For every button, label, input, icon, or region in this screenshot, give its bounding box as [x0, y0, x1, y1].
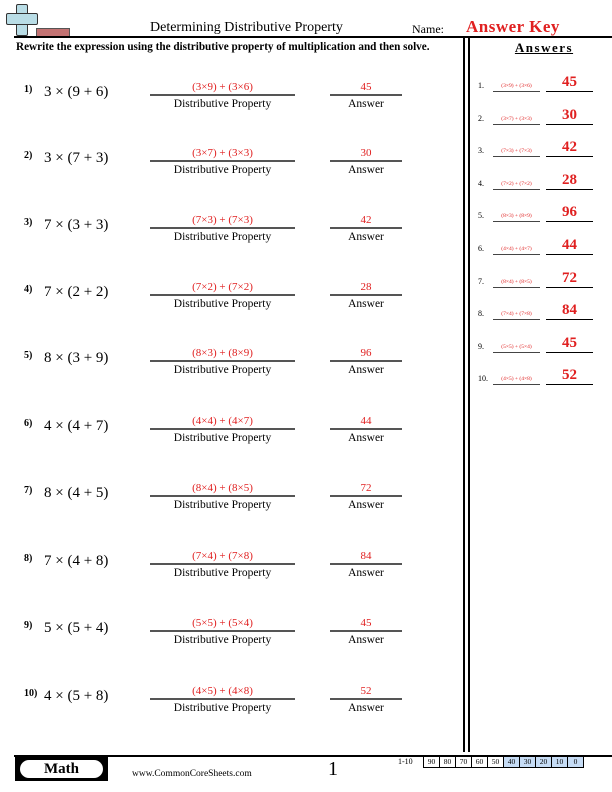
score-cell: 40	[503, 756, 520, 768]
key-distributive: (7×3) + (7×3)	[493, 147, 540, 157]
distributive-label: Distributive Property	[173, 364, 272, 376]
problem-expression: 8 × (4 + 5)	[44, 485, 109, 501]
problem-number: 6)	[24, 418, 33, 429]
distributive-field[interactable]	[150, 414, 295, 444]
distributive-field[interactable]	[150, 616, 295, 646]
distributive-field[interactable]	[150, 80, 295, 110]
key-number: 4.	[478, 178, 484, 188]
problem-row	[0, 617, 460, 660]
score-cell: 10	[551, 756, 568, 768]
answer-field[interactable]	[330, 549, 402, 579]
answer-label: Answer	[348, 432, 384, 444]
problem-number: 5)	[24, 350, 33, 361]
key-answer: 28	[546, 171, 593, 190]
key-answer: 45	[546, 334, 593, 353]
key-distributive: (7×2) + (7×2)	[493, 180, 540, 190]
score-cell: 60	[471, 756, 488, 768]
distributive-label: Distributive Property	[173, 231, 272, 243]
score-cell: 80	[439, 756, 456, 768]
problem-expression: 3 × (9 + 6)	[44, 84, 109, 100]
answer-value: 30	[330, 146, 402, 162]
score-cell: 30	[519, 756, 536, 768]
distributive-value: (7×4) + (7×8)	[150, 549, 295, 565]
distributive-value: (3×9) + (3×6)	[150, 80, 295, 96]
key-answer: 30	[546, 106, 593, 125]
key-number: 8.	[478, 309, 484, 319]
answer-label: Answer	[348, 567, 384, 579]
key-answer: 45	[546, 73, 593, 92]
score-cell: 0	[567, 756, 584, 768]
problem-row	[0, 147, 460, 190]
key-distributive: (8×3) + (8×9)	[493, 212, 540, 222]
distributive-label: Distributive Property	[173, 499, 272, 511]
answer-label: Answer	[348, 634, 384, 646]
key-number: 10.	[478, 374, 488, 384]
problem-row	[0, 685, 460, 728]
distributive-field[interactable]	[150, 684, 295, 714]
problem-number: 4)	[24, 284, 33, 295]
answer-key-row	[478, 170, 608, 190]
answer-key-row	[478, 137, 608, 157]
distributive-label: Distributive Property	[173, 298, 272, 310]
distributive-value: (3×7) + (3×3)	[150, 146, 295, 162]
distributive-value: (5×5) + (5×4)	[150, 616, 295, 632]
distributive-value: (7×3) + (7×3)	[150, 213, 295, 229]
answer-label: Answer	[348, 164, 384, 176]
answer-key-row	[478, 72, 608, 92]
problem-expression: 4 × (4 + 7)	[44, 418, 109, 434]
score-range-label: 1-10	[398, 757, 413, 766]
key-number: 2.	[478, 113, 484, 123]
key-distributive: (7×4) + (7×8)	[493, 310, 540, 320]
answer-field[interactable]	[330, 346, 402, 376]
answer-value: 96	[330, 346, 402, 362]
distributive-field[interactable]	[150, 549, 295, 579]
distributive-label: Distributive Property	[173, 567, 272, 579]
key-answer: 84	[546, 301, 593, 320]
distributive-field[interactable]	[150, 146, 295, 176]
problem-expression: 5 × (5 + 4)	[44, 620, 109, 636]
key-number: 6.	[478, 244, 484, 253]
score-cell: 90	[423, 756, 440, 768]
answer-field[interactable]	[330, 684, 402, 714]
answer-value: 84	[330, 549, 402, 565]
answer-field[interactable]	[330, 146, 402, 176]
key-number: 5.	[478, 211, 484, 221]
answer-value: 45	[330, 80, 402, 96]
problem-expression: 8 × (3 + 9)	[44, 350, 109, 366]
key-number: 9.	[478, 341, 484, 351]
key-number: 3.	[478, 146, 484, 156]
problem-number: 1)	[24, 84, 33, 95]
distributive-label: Distributive Property	[173, 634, 272, 646]
score-cell: 50	[487, 756, 504, 768]
distributive-value: (8×4) + (8×5)	[150, 481, 295, 497]
column-divider	[463, 38, 465, 752]
distributive-field[interactable]	[150, 280, 295, 310]
answer-value: 52	[330, 684, 402, 700]
score-cell: 20	[535, 756, 552, 768]
subject-label: Math	[20, 760, 103, 778]
problem-row	[0, 281, 460, 324]
key-answer: 96	[546, 203, 593, 222]
problem-number: 9)	[24, 620, 33, 631]
problem-row	[0, 482, 460, 525]
answer-label: Answer	[348, 298, 384, 310]
distributive-label: Distributive Property	[173, 98, 272, 110]
problem-expression: 7 × (4 + 8)	[44, 553, 109, 569]
problem-row	[0, 81, 460, 124]
key-distributive: (4×4) + (4×7)	[493, 245, 540, 255]
problem-expression: 4 × (5 + 8)	[44, 688, 109, 704]
distributive-label: Distributive Property	[173, 432, 272, 444]
answer-value: 42	[330, 213, 402, 229]
distributive-label: Distributive Property	[173, 164, 272, 176]
answer-label: Answer	[348, 702, 384, 714]
key-distributive: (5×5) + (5×4)	[493, 343, 540, 353]
problem-expression: 3 × (7 + 3)	[44, 150, 109, 166]
distributive-value: (8×3) + (8×9)	[150, 346, 295, 362]
distributive-value: (4×5) + (4×8)	[150, 684, 295, 700]
answer-field[interactable]	[330, 414, 402, 444]
instructions: Rewrite the expression using the distributive property of multiplication and then solve.	[16, 41, 430, 53]
column-divider-2	[468, 38, 470, 752]
name-value: Answer Key	[466, 17, 560, 36]
distributive-value: (7×2) + (7×2)	[150, 280, 295, 296]
key-answer: 72	[546, 269, 593, 288]
problem-number: 2)	[24, 150, 33, 161]
answer-field[interactable]	[330, 616, 402, 646]
answer-label: Answer	[348, 98, 384, 110]
answer-label: Answer	[348, 364, 384, 376]
key-number: 1.	[478, 81, 484, 90]
problem-expression: 7 × (2 + 2)	[44, 284, 109, 300]
distributive-field[interactable]	[150, 481, 295, 511]
score-table	[424, 756, 584, 768]
answer-value: 44	[330, 414, 402, 430]
answer-field[interactable]	[330, 280, 402, 310]
problem-expression: 7 × (3 + 3)	[44, 217, 109, 233]
key-distributive: (4×5) + (4×8)	[493, 375, 540, 385]
answer-value: 72	[330, 481, 402, 497]
key-answer: 52	[546, 366, 593, 385]
problem-number: 8)	[24, 553, 33, 564]
answer-label: Answer	[348, 231, 384, 243]
problem-row	[0, 347, 460, 390]
answer-field[interactable]	[330, 213, 402, 243]
key-distributive: (8×4) + (8×5)	[493, 278, 540, 288]
answer-key-row	[478, 365, 608, 385]
answer-key-row	[478, 333, 608, 353]
answer-field[interactable]	[330, 481, 402, 511]
answer-key-row	[478, 105, 608, 125]
distributive-field[interactable]	[150, 346, 295, 376]
page-title: Determining Distributive Property	[150, 20, 343, 35]
plus-sign-logo-icon-h	[6, 13, 38, 25]
distributive-field[interactable]	[150, 213, 295, 243]
website-link[interactable]: www.CommonCoreSheets.com	[132, 769, 252, 779]
answers-title: Answers	[514, 40, 574, 55]
name-label: Name:	[412, 22, 444, 36]
problem-row	[0, 214, 460, 257]
answer-key-row	[478, 300, 608, 320]
problem-number: 7)	[24, 485, 33, 496]
answer-key-row	[478, 268, 608, 288]
distributive-value: (4×4) + (4×7)	[150, 414, 295, 430]
header-divider	[14, 36, 612, 38]
subject-badge	[15, 757, 108, 781]
key-number: 7.	[478, 276, 484, 286]
page-number: 1	[328, 758, 338, 780]
key-distributive: (3×9) + (3×6)	[493, 82, 540, 92]
distributive-label: Distributive Property	[173, 702, 272, 714]
key-distributive: (3×7) + (3×3)	[493, 115, 540, 125]
key-answer: 44	[546, 236, 593, 255]
answer-key-row	[478, 202, 608, 222]
score-cell: 70	[455, 756, 472, 768]
problem-row	[0, 550, 460, 593]
answer-field[interactable]	[330, 80, 402, 110]
answer-value: 45	[330, 616, 402, 632]
answer-value: 28	[330, 280, 402, 296]
problem-number: 3)	[24, 217, 33, 228]
answer-key-row	[478, 235, 608, 255]
problem-row	[0, 415, 460, 458]
key-answer: 42	[546, 138, 593, 157]
answer-label: Answer	[348, 499, 384, 511]
problem-number: 10)	[24, 688, 38, 699]
